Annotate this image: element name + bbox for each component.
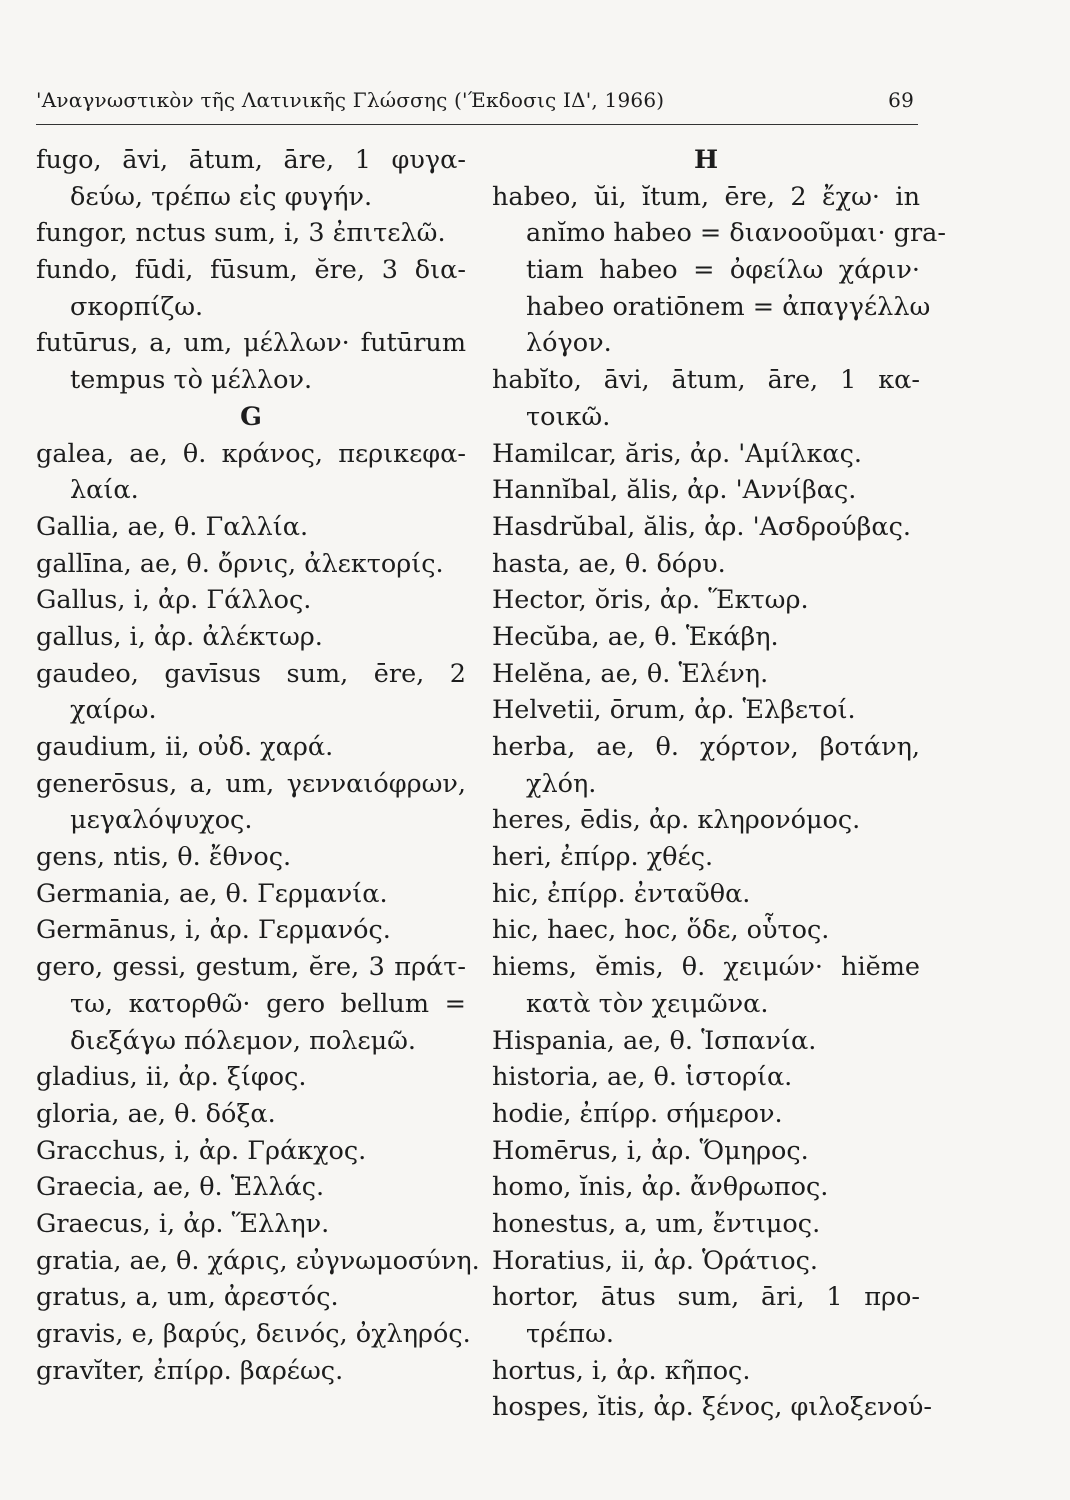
dictionary-line: tiam habeo = ὀφείλω χάριν· <box>526 255 920 286</box>
dictionary-line: Graecus, i, ἀρ. Ἕλλην. <box>36 1208 330 1239</box>
dictionary-line: gens, ntis, θ. ἔθνος. <box>36 842 292 873</box>
dictionary-line: habĭto, āvi, ātum, āre, 1 κα- <box>492 365 920 396</box>
dictionary-line: heri, ἐπίρρ. χθές. <box>492 842 714 873</box>
dictionary-line: fugo, āvi, ātum, āre, 1 φυγα- <box>36 145 466 175</box>
dictionary-line: Hispania, ae, θ. Ἱσπανία. <box>492 1025 817 1056</box>
dictionary-line: hasta, ae, θ. δόρυ. <box>492 548 726 579</box>
dictionary-line: generōsus, a, um, γενναιόφρων, <box>36 768 466 799</box>
page-number: 69 <box>888 88 914 112</box>
dictionary-line: gravis, e, βαρύς, δεινός, ὀχληρός. <box>36 1319 471 1349</box>
dictionary-line: heres, ēdis, ἀρ. κληρονόμος. <box>492 805 861 836</box>
dictionary-line: homo, ĭnis, ἀρ. ἄνθρωπος. <box>492 1172 829 1203</box>
dictionary-line: τρέπω. <box>526 1319 614 1349</box>
dictionary-line: fundo, fūdi, fūsum, ĕre, 3 δια- <box>36 255 466 286</box>
dictionary-line: habeo, ŭi, ĭtum, ēre, 2 ἔχω· in <box>492 181 920 212</box>
dictionary-line: hortus, i, ἀρ. κῆπος. <box>492 1355 751 1386</box>
dictionary-line: hortor, ātus sum, āri, 1 προ- <box>492 1282 920 1313</box>
dictionary-line: Helĕna, ae, θ. Ἑλένη. <box>492 658 769 689</box>
dictionary-line: κατὰ τὸν χειμῶνα. <box>526 988 769 1019</box>
dictionary-line: futūrus, a, um, μέλλων· futūrum <box>36 328 466 359</box>
dictionary-line: χαίρω. <box>70 695 157 726</box>
dictionary-line: Hector, ŏris, ἀρ. Ἕκτωρ. <box>492 585 809 616</box>
dictionary-line: gallīna, ae, θ. ὄρνις, ἀλεκτορίς. <box>36 548 444 579</box>
dictionary-line: σκορπίζω. <box>70 291 204 322</box>
section-letter: G <box>240 401 262 432</box>
dictionary-line: herba, ae, θ. χόρτον, βοτάνη, <box>492 732 920 762</box>
dictionary-line: τοικῶ. <box>526 401 611 432</box>
running-header <box>36 88 918 118</box>
dictionary-line: Helvetii, ōrum, ἀρ. Ἑλβετοί. <box>492 695 856 726</box>
dictionary-line: Hecŭba, ae, θ. Ἑκάβη. <box>492 621 779 652</box>
running-title: 'Αναγνωστικὸν τῆς Λατινικῆς Γλώσσης ('Έκδοσις ΙΔ', 1966) <box>36 88 665 112</box>
right-column <box>492 142 947 1426</box>
dictionary-line: Germania, ae, θ. Γερμανία. <box>36 878 388 909</box>
dictionary-line: gaudium, ii, οὐδ. χαρά. <box>36 732 334 762</box>
dictionary-line: Gallia, ae, θ. Γαλλία. <box>36 511 309 542</box>
dictionary-line: Germānus, i, ἀρ. Γερμανός. <box>36 915 391 946</box>
dictionary-line: Graecia, ae, θ. Ἑλλάς. <box>36 1172 325 1203</box>
dictionary-line: Hannĭbal, ălis, ἀρ. 'Αννίβας. <box>492 475 857 506</box>
dictionary-line: Homērus, i, ἀρ. Ὅμηρος. <box>492 1135 809 1166</box>
dictionary-line: Gallus, i, ἀρ. Γάλλος. <box>36 585 312 616</box>
dictionary-line: gaudeo, gavīsus sum, ēre, 2 <box>36 658 466 689</box>
dictionary-line: Horatius, ii, ἀρ. Ὁράτιος. <box>492 1245 819 1276</box>
dictionary-line: habeo oratiōnem = ἀπαγγέλλω <box>526 291 931 322</box>
left-column <box>36 142 480 1389</box>
dictionary-line: gloria, ae, θ. δόξα. <box>36 1098 276 1129</box>
header-rule <box>36 124 918 125</box>
dictionary-line: λαία. <box>70 475 139 506</box>
dictionary-line: hodie, ἐπίρρ. σήμερον. <box>492 1098 783 1129</box>
dictionary-line: fungor, nctus sum, i, 3 ἐπιτελῶ. <box>36 218 446 249</box>
dictionary-line: hospes, ĭtis, ἀρ. ξένος, φιλοξενού- <box>492 1392 933 1423</box>
section-letter: H <box>693 145 719 175</box>
dictionary-line: honestus, a, um, ἔντιμος. <box>492 1208 821 1239</box>
dictionary-line: hiems, ĕmis, θ. χειμών· hiĕme <box>492 952 920 983</box>
dictionary-line: χλόη. <box>526 768 597 799</box>
dictionary-line: gladius, ii, ἀρ. ξίφος. <box>36 1062 307 1093</box>
dictionary-line: τω, κατορθῶ· gero bellum = <box>70 988 466 1019</box>
dictionary-line: galea, ae, θ. κράνος, περικεφα- <box>36 438 466 469</box>
dictionary-line: Gracchus, i, ἀρ. Γράκχος. <box>36 1135 367 1166</box>
dictionary-line: δεύω, τρέπω εἰς φυγήν. <box>70 181 373 212</box>
dictionary-line: Hamilcar, ăris, ἀρ. 'Αμίλκας. <box>492 438 862 469</box>
dictionary-line: διεξάγω πόλεμον, πολεμῶ. <box>70 1025 417 1056</box>
dictionary-line: hic, ἐπίρρ. ἐνταῦθα. <box>492 878 751 909</box>
dictionary-line: gravĭter, ἐπίρρ. βαρέως. <box>36 1355 344 1386</box>
dictionary-line: gallus, i, ἀρ. ἀλέκτωρ. <box>36 621 323 652</box>
dictionary-line: λόγον. <box>526 328 612 359</box>
dictionary-line: Hasdrŭbal, ălis, ἀρ. 'Ασδρούβας. <box>492 511 911 542</box>
dictionary-line: gratus, a, um, ἀρεστός. <box>36 1282 339 1313</box>
dictionary-line: gero, gessi, gestum, ĕre, 3 πράτ- <box>36 952 466 983</box>
dictionary-line: gratia, ae, θ. χάρις, εὐγνωμοσύνη. <box>36 1245 480 1276</box>
dictionary-line: anĭmo habeo = διανοοῦμαι· gra- <box>526 218 947 249</box>
dictionary-line: μεγαλόψυχος. <box>70 805 253 836</box>
dictionary-line: historia, ae, θ. ἱστορία. <box>492 1062 793 1093</box>
dictionary-line: tempus τὸ μέλλον. <box>70 365 313 396</box>
dictionary-line: hic, haec, hoc, ὅδε, οὗτος. <box>492 915 830 946</box>
